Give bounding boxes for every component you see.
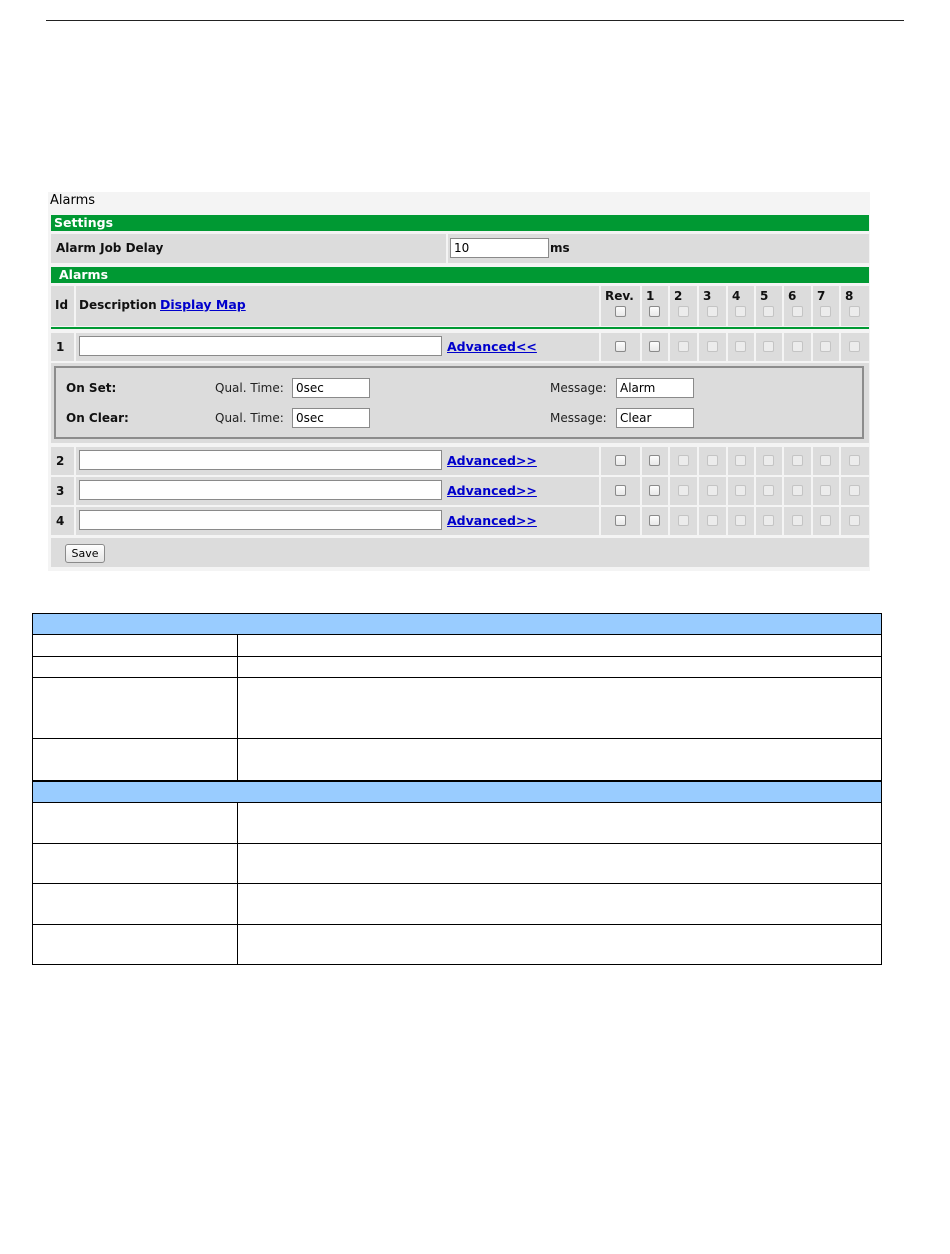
doc-table-row bbox=[33, 884, 881, 925]
row-2-2-checkbox bbox=[678, 455, 689, 466]
rev-column-header: Rev. bbox=[605, 289, 634, 303]
output-2-header: 2 bbox=[674, 289, 683, 303]
header-2-checkbox bbox=[678, 306, 689, 317]
on-clear-message-label: Message: bbox=[550, 411, 607, 425]
row-3-6-checkbox bbox=[792, 485, 803, 496]
row-3-2-checkbox bbox=[678, 485, 689, 496]
row-3-rev-checkbox[interactable] bbox=[615, 485, 626, 496]
doc-table-row bbox=[33, 635, 881, 657]
row-1-7-checkbox bbox=[820, 341, 831, 352]
row-2-3-checkbox bbox=[707, 455, 718, 466]
panel-title: Alarms bbox=[50, 193, 96, 208]
header-divider bbox=[51, 327, 869, 329]
row-4-rev-checkbox[interactable] bbox=[615, 515, 626, 526]
advanced-settings-box bbox=[54, 366, 864, 439]
on-clear-qual-time-label: Qual. Time: bbox=[215, 411, 284, 425]
doc-table-row bbox=[33, 803, 881, 844]
doc-table-row bbox=[33, 657, 881, 678]
row-4-8-checkbox bbox=[849, 515, 860, 526]
documentation-table bbox=[32, 613, 882, 965]
save-button[interactable]: Save bbox=[65, 544, 105, 563]
on-set-label: On Set: bbox=[66, 381, 117, 395]
row-2-6-checkbox bbox=[792, 455, 803, 466]
on-clear-label: On Clear: bbox=[66, 411, 129, 425]
on-set-message-label: Message: bbox=[550, 381, 607, 395]
row-2-5-checkbox bbox=[763, 455, 774, 466]
row-1-id: 1 bbox=[56, 340, 65, 354]
on-set-message-input[interactable] bbox=[616, 378, 694, 398]
row-1-advanced-link[interactable]: Advanced<< bbox=[447, 339, 537, 354]
header-5-checkbox bbox=[763, 306, 774, 317]
row-3-7-checkbox bbox=[820, 485, 831, 496]
header-4-checkbox bbox=[735, 306, 746, 317]
row-4-5-checkbox bbox=[763, 515, 774, 526]
row-3-5-checkbox bbox=[763, 485, 774, 496]
row-3-advanced-link[interactable]: Advanced>> bbox=[447, 483, 537, 498]
row-4-3-checkbox bbox=[707, 515, 718, 526]
row-2-8-checkbox bbox=[849, 455, 860, 466]
row-1-6-checkbox bbox=[792, 341, 803, 352]
save-row bbox=[51, 538, 869, 567]
alarms-header: Alarms bbox=[51, 267, 869, 283]
row-1-2-checkbox bbox=[678, 341, 689, 352]
settings-header: Settings bbox=[51, 215, 869, 231]
row-4-1-checkbox[interactable] bbox=[649, 515, 660, 526]
row-2-description-input[interactable] bbox=[79, 450, 442, 470]
header-1-checkbox[interactable] bbox=[649, 306, 660, 317]
row-2-1-checkbox[interactable] bbox=[649, 455, 660, 466]
row-1-5-checkbox bbox=[763, 341, 774, 352]
row-2-advanced-link[interactable]: Advanced>> bbox=[447, 453, 537, 468]
on-set-qual-time-label: Qual. Time: bbox=[215, 381, 284, 395]
row-4-advanced-link[interactable]: Advanced>> bbox=[447, 513, 537, 528]
header-rev-checkbox[interactable] bbox=[615, 306, 626, 317]
id-column-header: Id bbox=[55, 298, 69, 312]
on-clear-message-input[interactable] bbox=[616, 408, 694, 428]
row-1-1-checkbox[interactable] bbox=[649, 341, 660, 352]
header-8-checkbox bbox=[849, 306, 860, 317]
row-2-rev-checkbox[interactable] bbox=[615, 455, 626, 466]
row-4-4-checkbox bbox=[735, 515, 746, 526]
output-3-header: 3 bbox=[703, 289, 712, 303]
row-1-rev-checkbox[interactable] bbox=[615, 341, 626, 352]
on-set-qual-time-input[interactable] bbox=[292, 378, 370, 398]
header-6-checkbox bbox=[792, 306, 803, 317]
row-1-8-checkbox bbox=[849, 341, 860, 352]
header-3-checkbox bbox=[707, 306, 718, 317]
row-3-description-input[interactable] bbox=[79, 480, 442, 500]
row-4-7-checkbox bbox=[820, 515, 831, 526]
output-5-header: 5 bbox=[760, 289, 769, 303]
row-4-2-checkbox bbox=[678, 515, 689, 526]
row-2-id: 2 bbox=[56, 454, 65, 468]
doc-table-row bbox=[33, 678, 881, 739]
job-delay-input[interactable] bbox=[450, 238, 549, 258]
alarms-panel bbox=[48, 192, 870, 571]
row-2-7-checkbox bbox=[820, 455, 831, 466]
row-2-4-checkbox bbox=[735, 455, 746, 466]
doc-table-row bbox=[33, 925, 881, 964]
output-7-header: 7 bbox=[817, 289, 826, 303]
job-delay-label: Alarm Job Delay bbox=[56, 241, 164, 255]
doc-table-header-1 bbox=[33, 614, 881, 635]
page-header-rule bbox=[46, 20, 904, 21]
row-1-4-checkbox bbox=[735, 341, 746, 352]
row-1-description-input[interactable] bbox=[79, 336, 442, 356]
row-3-1-checkbox[interactable] bbox=[649, 485, 660, 496]
doc-table-header-2 bbox=[33, 782, 881, 803]
output-6-header: 6 bbox=[788, 289, 797, 303]
on-clear-qual-time-input[interactable] bbox=[292, 408, 370, 428]
row-1-3-checkbox bbox=[707, 341, 718, 352]
row-4-description-input[interactable] bbox=[79, 510, 442, 530]
row-3-3-checkbox bbox=[707, 485, 718, 496]
doc-table-row bbox=[33, 844, 881, 884]
row-3-id: 3 bbox=[56, 484, 65, 498]
output-1-header: 1 bbox=[646, 289, 655, 303]
row-3-4-checkbox bbox=[735, 485, 746, 496]
job-delay-unit: ms bbox=[550, 241, 570, 255]
description-column-header: Description bbox=[79, 298, 157, 312]
display-map-link[interactable]: Display Map bbox=[160, 297, 246, 312]
output-8-header: 8 bbox=[845, 289, 854, 303]
row-4-6-checkbox bbox=[792, 515, 803, 526]
doc-table-row bbox=[33, 739, 881, 782]
output-4-header: 4 bbox=[732, 289, 741, 303]
row-4-id: 4 bbox=[56, 514, 65, 528]
row-3-8-checkbox bbox=[849, 485, 860, 496]
header-7-checkbox bbox=[820, 306, 831, 317]
